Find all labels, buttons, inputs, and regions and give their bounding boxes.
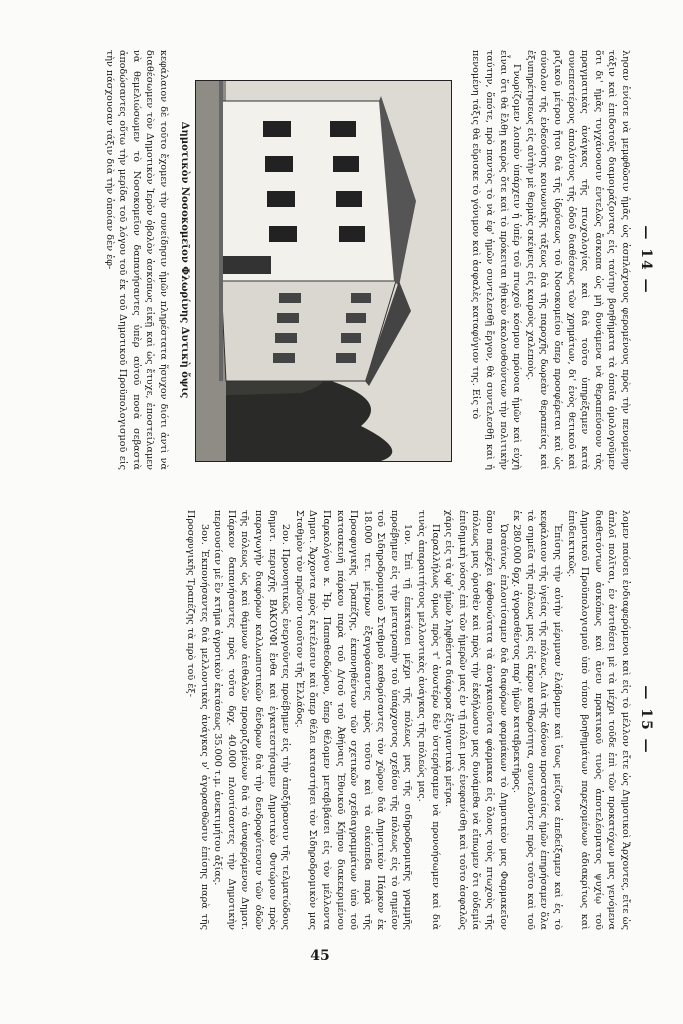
- paragraph: κεφάλαιον δὲ τοῦτο ἔχομεν τὴν συνείδησιν ἡμῶν πληρέστατα ἥσυχον διότι ἀντὶ νὰ διαθέσωμεν τὸν Δημοτικὸν Ἰερὸν ὀβολὸν ἀσκόπως εἰκῇ καὶ ὡς ἔτυχε, ἐποστείλαμεν νὰ θεμελιώσωμεν τὸ Νοσοκομεῖον δαπανήσαντες ὑπὲρ αὐτοῦ ποσὰ σεβαστὰ ἀποδώσαντες οὕτω τὴν μερίδα τοῦ λόγου τοῦ ἐκ τοῦ Δημοτικοῦ Προϋπολογισμοῦ εἰς τὴν πάσχουσαν τάξιν διὰ τὴν ὁποίαν δὲν ἐφ-: [103, 50, 169, 470]
- building-illustration: [196, 81, 451, 461]
- paragraph: Ἐπίσης τὴν αὐτὴν μέριμναν ἐλάβομεν καὶ ἴσως μείζονα ἐπεδείξαμεν καὶ ἐς τὸ κεφάλαιον τῆς ὑγείας τῆς πόλεως. Διὰ τῆς ἀδόνου προστασίας ἡμῶν ἐπηρήσαμεν ὅλα τὰ σημεῖα τῆς πόλεως μας εἰς ἄκρον καθαρότητα, συντελοῦντες πρὸς τοῦτο καὶ τοῦ ἐκ 280.000 δρχ. ἀγορασθέντος παρ' ἡμῶν καταβρεκτῆρος.: [511, 510, 564, 930]
- paragraph: λησαν ἐνίοτε νὰ μεμφθῶσιν ἡμᾶς ὡς ἀσπλάχνους φερομένους πρὸς τὴν πενομένην τάξιν καὶ ἐπιδοτοῦς διαμοιράζοντας εἰς ταύτην βοηθήματα τὰ ὁποῖα ὁμολογοῦμεν ὅτι δι' ἡμᾶς τυγχάνουσιν ἐντελῶς ἄσκοπα ὡς μὴ δυνάμενα νὰ θεραπεύσουν τὰς πραγματικὰς ἀνάγκας τῆς πτωχολογίας καὶ διὰ τοῦτο ὑπηρέξαμεν κατὰ συνεπεστέρους ἀπολύτους τῆς ὁδοῦ διαθέσεως τῶν χρημάτων, δι' ἑνὸς θετικοῦ καὶ ριζικοῦ μέτρου ἤτοι διὰ τῆς ἱδρύσεως τοῦ Νοσοκομείου ὅπερ προσφέρεται καὶ ὡς σύνολον τῆς ἐνδεούσης κοινωνικῆς τάξεως διὰ τῆς παροχῆς δωρεὰν θεραπείας καὶ ἐξυπηρέτησεως εἰς αὐτὴν μὲ θερμὰς σκέψεις εἰς καιροὺς χαλεποὺς.: [524, 50, 631, 470]
- left-top-text: [462, 50, 632, 470]
- paragraph: Ὡσαύτως ἐπλουτίσαμεν διὰ διαφόρων φαρμάκων τὸ Δημοτικὸν μας Φαρμακεῖον ὅπου παρέχει ἀφθονώτατα τὰ ἀναγκαιοῦντα φάρμακα εἰς ὅλους τοὺς πτωχοὺς τῆς πόλεως μας ὁρισθὲν καὶ πρὸς τὴν ἐκδήλωσιν μας δυνάμεθα νὰ εἴπωμεν ὅτι οὐδεμία ἐπιδημικὴ νόσος ἐπὶ τῶν ἡμερῶν μας ἐν τῇ πόλει μας ἐνεφανίσθη καὶ τοῦτο ἀσφαλῶς χάρις εἰς τὰ ὑφ' ἡμῶν ληφθέντα διάφορα ἐξυγιαντικὰ μέτρα.: [443, 510, 509, 930]
- footer-page-number: 45: [310, 948, 330, 964]
- page-14: [20, 40, 660, 480]
- rotated-spread: [20, 40, 660, 940]
- paragraph: λομεν παύσει ἐνδιαφερόμενοι καὶ εἰς τὸ μέλλον εἴτε ὡς Δημοτικοὶ Ἄρχοντες, εἴτε ὡς ἁπλοῖ πολῖται, ἐν ἀντιθέσει μὲ τὰ μέχρι τοῦδε ἐπὶ τῶν προκατόχων μας γενόμενα διαθετόντων ἀσκόπως καὶ ἄνευ πρακτικοῦ τινὸς ἀποτελέσματος ψυχίῳ τοῦ Δημοτικοῦ Προϋπολογισμοῦ ὑπὸ τύπον βοηθημάτων παρεχομένων ἀδιακρίτως καὶ ἐπιδεικτικῶς.: [565, 510, 631, 930]
- photo-caption: Δημοτικὸν Νοσοκομεῖον Φλωρίνης Δυτικὴ ὄψις: [179, 121, 190, 399]
- page-number-14: — 14 —: [638, 225, 654, 295]
- page-number-15: — 15 —: [638, 685, 654, 755]
- right-text: [28, 510, 632, 930]
- page-15: [20, 500, 660, 940]
- paragraph: Παραλλήλως ὅμως πρὸς τ' ἀνωτέρω δὲν ὑστερήσαμεν νὰ προνοήσωμεν καὶ διὰ τινὰς ἀπαραιτήτους μελλοντικὰς ἀνάγκας τῆς πόλεώς μας.: [416, 510, 441, 930]
- paragraph: Γνωρίζομεν λοιπὸν ὑπάρχειν ἡ ὑπὲρ τοῦ πτωχοῦ κόσμου πρόνοια ἡμῶν καὶ εὐχὴ εἶναι ὅτι θὰ ἔλθῃ καιρὸς ὅτε καὶ τὸ πρόκειται ἠθικὸν ἀκολουθούντων τὴν πολιτικὴν ταύτην, ὅπότε, πρὸ παντὸς τὸ νὰ ἐφ' ἡμῶν συντελεσθῇ ἔργον, θὰ συντελεσθῇ καὶ ἡ πενομένη τάξις θὰ εὕρισκε τὸ γόνιμον καὶ ἀσφαλὲς καταφύγιον της. Εἰς τὸ: [470, 50, 523, 470]
- paragraph: 3ον. Ἐκπονήσαντες διὰ μελλοντικὰς ἀνάγκας ν' ἀγορασθῶσιν ἐπίσης παρὰ τῆς Προσφυγικῆς Τραπέζης τὰ πρὸ τοῦ ἐξ-: [185, 510, 210, 930]
- paragraph: 2ον. Προνοητικῶς ἐνεργοῦντες προέβημεν εἰς τὴν ἀποξήρανσιν τῆς τελματώδους δημοτ. περιοχῆς ΒΑΚΟΥΦΙ ἔνθα καὶ ἐγκατεστήσαμεν Δημοτικὸν Φυτώριον πρὸς παραγωγὴν διαφόρων καλλωπιστικῶν δένδρων διὰ τὴν δενδροφύτευσιν τῶν ὁδῶν τῆς πόλεως ὡς καὶ θάμνων ἀειθαλῶν προοριζομένων διὰ τὸ ἀναφερόμενον Δημοτ. Πάρκον δαπανήσαντες πρὸς τοῦτο δρχ. 40.000 πλουτίσαντες τὴν Δημοτικὴν περιουσίαν μὲ ἓν κτῆμα ἀγροτικὸν ἐκτάσεως 35.000 τ.μ. ἀνεκτιμήτου ἀξίας.: [212, 510, 292, 930]
- hospital-photo: [195, 80, 452, 462]
- left-bottom-text: [30, 50, 170, 470]
- paragraph: 1ον. Ἐπὶ τῇ ἐπεκτάσει μέχρι τῆς πόλεως μας τῆς σιδηροδρομικῆς γραμμῆς προέβημεν εἰς τὴν μετατροπὴν τοῦ ὑπάρχοντος σχεδίου τῆς πόλεως εἰς τὸ σημεῖον τοῦ Σιδηροδρομικοῦ Σταθμοῦ καθορίσαντες τὸν χῶρον διὰ Δημοτικὸν Πάρκον ἐκ 18.000 τετ. μέτρων ἐξαγοράσαντες πρὸς τοῦτο καὶ τὰ οἰκόπεδα παρὰ τῆς Προσφυγικῆς Τραπέζης, ἐκπονηθέντων τῶν σχετικῶν σχεδιαγραμμάτων ὑπὸ τοῦ κατασκευῆ πάρκου παρὰ τοῦ Δ/τοῦ τοῦ Ἀθήναις Ἐθνικοῦ Κήπου διακεκριμένου Παρκολόγου κ. Ἠρ. Παπαθεοδώρου, ὅπερ θέλομεν μεταβιβάσει εἰς τὸν μέλλοντα Δημοτ. Ἄρχοντα πρὸς ἐκτέλεσιν καὶ ὅπερ θέλει καταστήσει τὸν Σιδηροδρομικὸν μας Σταθμὸν τὸν πρῶτον τοιοῦτον τῆς Ἑλλάδος.: [293, 510, 414, 930]
